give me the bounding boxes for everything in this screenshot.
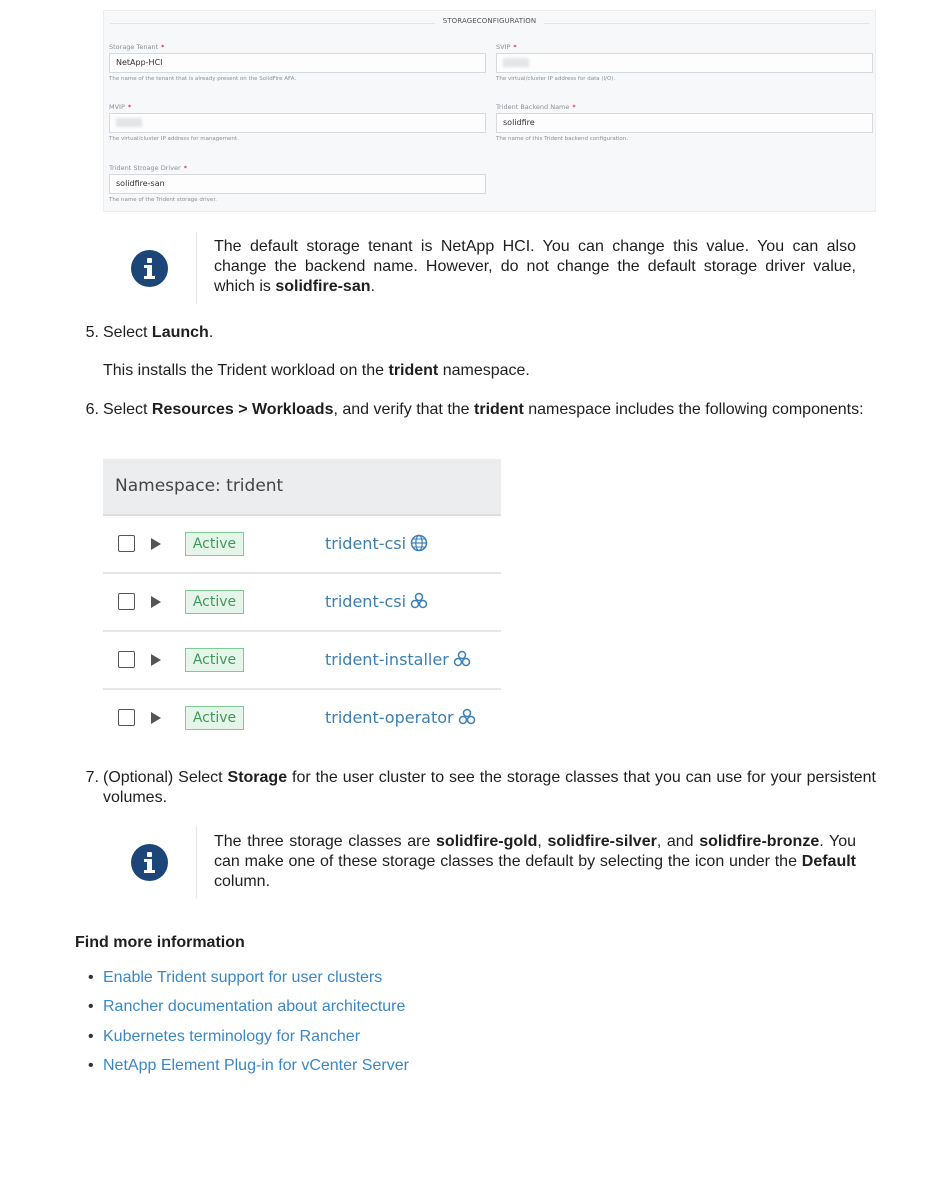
list-item [88, 967, 409, 996]
info-icon [131, 250, 168, 287]
mvip-input[interactable] [109, 113, 486, 133]
list-item [88, 1026, 409, 1055]
workload-link[interactable]: trident-csi [325, 532, 428, 556]
mvip-label: MVIP [109, 103, 125, 111]
redacted-value [116, 118, 142, 127]
status-badge: Active [185, 706, 244, 730]
expand-arrow-icon[interactable] [151, 654, 161, 666]
note-divider [196, 826, 197, 898]
trident-backend-name-field [496, 102, 873, 143]
workload-icon [453, 650, 471, 668]
status-badge: Active [185, 648, 244, 672]
step-text: Select Resources > Workloads, and verify that the trident namespace includes the following components: [103, 401, 864, 418]
bullet: • [88, 969, 94, 986]
workload-icon [410, 592, 428, 610]
trident-backend-name-help: The name of this Trident backend configuration. [496, 136, 628, 142]
link-rancher-architecture[interactable]: Rancher documentation about architecture [103, 998, 406, 1016]
svip-label: SVIP [496, 43, 511, 51]
expand-arrow-icon[interactable] [151, 596, 161, 608]
list-item [88, 996, 409, 1025]
step-text: (Optional) Select Storage for the user cluster to see the storage classes that you can use for your persistent volumes. [103, 769, 877, 806]
svip-field [496, 42, 873, 83]
note-divider [196, 232, 197, 304]
row-checkbox[interactable] [118, 709, 135, 726]
list-item [88, 1055, 409, 1084]
expand-arrow-icon[interactable] [151, 712, 161, 724]
workload-link[interactable]: trident-installer [325, 648, 471, 672]
mvip-field [109, 102, 486, 143]
row-checkbox[interactable] [118, 535, 135, 552]
bullet: • [88, 1027, 94, 1045]
svip-help: The virtual/cluster IP address for data (I/O). [496, 76, 616, 82]
workload-row [103, 690, 501, 748]
step-text: Select Launch. [103, 324, 214, 341]
workload-row [103, 516, 501, 574]
workload-link[interactable]: trident-csi [325, 590, 428, 614]
workload-link[interactable]: trident-operator [325, 706, 476, 730]
row-checkbox[interactable] [118, 651, 135, 668]
bullet: • [88, 998, 94, 1016]
status-badge: Active [185, 532, 244, 556]
required-marker: * [572, 103, 576, 111]
required-marker: * [183, 164, 187, 172]
link-enable-trident-support[interactable]: Enable Trident support for user clusters [103, 969, 383, 986]
step-number: 7. [85, 769, 99, 786]
status-badge: Active [185, 590, 244, 614]
trident-storage-driver-help: The name of the Trident storage driver. [109, 197, 217, 203]
svip-input[interactable] [496, 53, 873, 73]
required-marker: * [513, 43, 517, 51]
storage-tenant-label: Storage Tenant [109, 43, 159, 51]
step-number: 6. [85, 401, 99, 418]
note-storage-classes [103, 826, 875, 898]
trident-storage-driver-input[interactable]: solidfire-san [109, 174, 486, 194]
workload-row [103, 574, 501, 632]
storage-tenant-input[interactable]: NetApp-HCI [109, 53, 486, 73]
mvip-help: The virtual/cluster IP address for management. [109, 136, 239, 142]
storage-configuration-heading: STORAGECONFIGURATION [110, 17, 869, 29]
link-element-plugin-vcenter[interactable]: NetApp Element Plug-in for vCenter Server [103, 1057, 409, 1075]
row-checkbox[interactable] [118, 593, 135, 610]
required-marker: * [127, 103, 132, 111]
step-5-detail: This installs the Trident workload on the trident namespace. [103, 362, 530, 379]
storage-tenant-help: The name of the tenant that is already present on the SolidFire AFA. [109, 76, 297, 82]
namespace-header: Namespace: trident [103, 459, 501, 516]
trident-backend-name-input[interactable]: solidfire [496, 113, 873, 133]
link-kubernetes-terminology[interactable]: Kubernetes terminology for Rancher [103, 1027, 361, 1045]
trident-storage-driver-label: Trident Stroage Driver [109, 164, 181, 172]
note-default-tenant [103, 232, 875, 304]
expand-arrow-icon[interactable] [151, 538, 161, 550]
related-links-list [88, 967, 409, 1085]
note-text: The default storage tenant is NetApp HCI. You can change this value. You can also change the backend name. However, do not change the default storage driver value, which is solidfire-san. [214, 238, 856, 295]
bullet: • [88, 1057, 94, 1075]
note-text: The three storage classes are solidfire-gold, solidfire-silver, and solidfire-bronze. You can make one of these storage classes the default by selecting the icon under the Default column. [214, 833, 857, 890]
workload-row [103, 632, 501, 690]
required-marker: * [161, 43, 165, 51]
storage-tenant-field [109, 42, 486, 83]
step-number: 5. [85, 324, 99, 341]
find-more-heading: Find more information [75, 934, 245, 951]
trident-backend-name-label: Trident Backend Name [496, 103, 570, 111]
namespace-workloads-panel [103, 459, 501, 749]
globe-icon [410, 534, 428, 552]
workload-icon [458, 708, 476, 726]
info-icon [131, 844, 168, 881]
redacted-value [503, 58, 529, 67]
trident-storage-driver-field [109, 163, 486, 204]
storage-configuration-panel [103, 10, 876, 212]
